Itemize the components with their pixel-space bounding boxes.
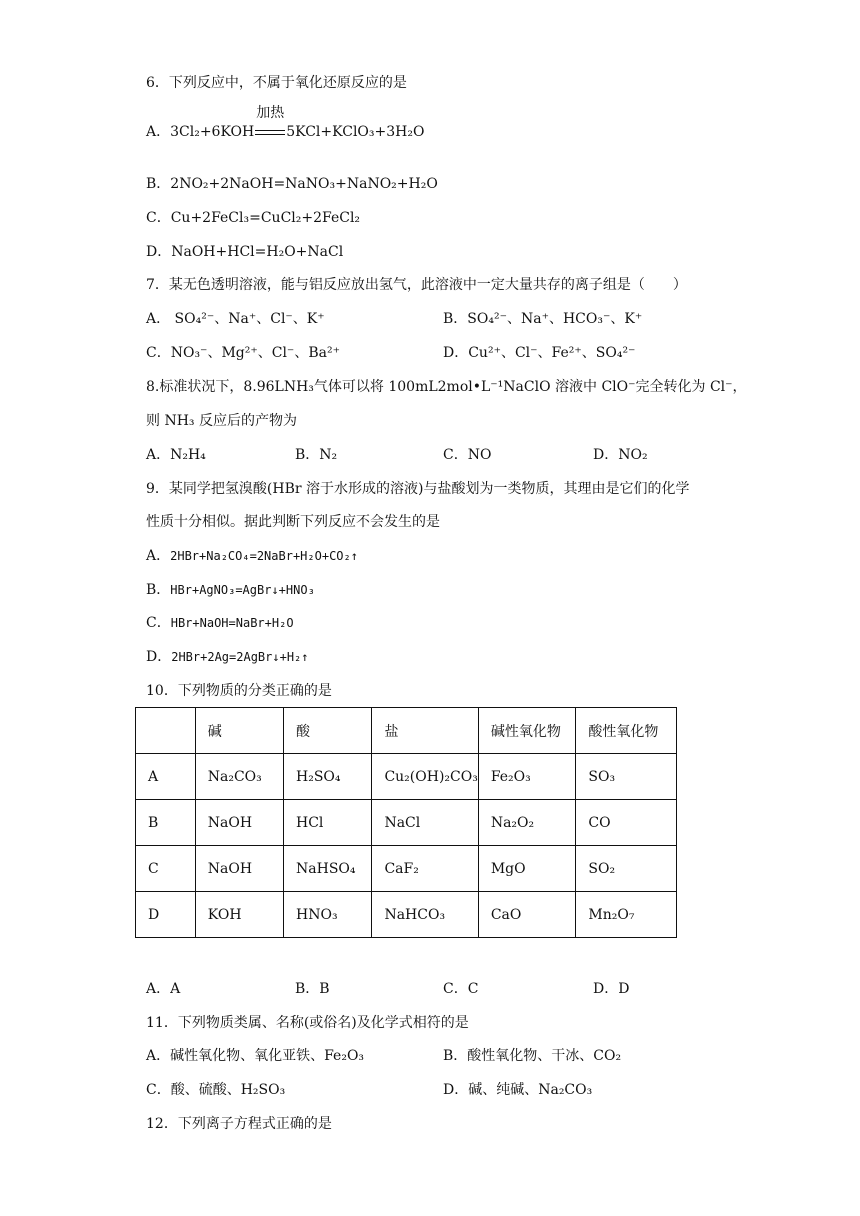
option-label: C．	[146, 615, 171, 631]
option-a-products: 5KCl+KClO₃+3H₂O	[286, 124, 425, 140]
table-cell: C	[136, 846, 196, 892]
table-cell: CaF₂	[372, 846, 478, 892]
option-a-reactants: A．3Cl₂+6KOH	[146, 124, 255, 140]
equation: HBr+NaOH=NaBr+H₂O	[170, 616, 294, 630]
table-cell: CaO	[478, 892, 576, 938]
table-cell: H₂SO₄	[284, 754, 372, 800]
table-row	[136, 846, 677, 892]
table-cell: NaOH	[195, 800, 283, 846]
equals-sign-icon	[255, 130, 285, 135]
question-8-stem-line2: 则 NH₃ 反应后的产物为	[146, 413, 297, 429]
question-7-stem: 7．某无色透明溶液，能与铝反应放出氢气，此溶液中一定大量共存的离子组是（ ）	[146, 277, 687, 293]
condition-label: 加热	[256, 105, 285, 121]
table-header-cell: 碱性氧化物	[478, 708, 576, 754]
table-header-cell: 碱	[195, 708, 283, 754]
table-cell: SO₂	[576, 846, 677, 892]
question-7-option-b: B．SO₄²⁻、Na⁺、HCO₃⁻、K⁺	[443, 311, 643, 327]
table-cell: NaHSO₄	[284, 846, 372, 892]
question-10-option-b: B．B	[295, 981, 330, 997]
question-9-stem-line1: 9．某同学把氢溴酸(HBr 溶于水形成的溶液)与盐酸划为一类物质，其理由是它们的化学	[146, 481, 690, 497]
table-cell: Mn₂O₇	[576, 892, 677, 938]
table-cell: B	[136, 800, 196, 846]
option-label: A．	[146, 548, 171, 564]
question-8-option-b: B．N₂	[295, 447, 338, 463]
table-row	[136, 892, 677, 938]
table-cell: HCl	[284, 800, 372, 846]
table-cell: Na₂CO₃	[195, 754, 283, 800]
table-cell: CO	[576, 800, 677, 846]
question-9-stem-line2: 性质十分相似。据此判断下列反应不会发生的是	[146, 514, 440, 530]
question-9-option-b	[146, 581, 315, 599]
equation: 2HBr+2Ag=2AgBr↓+H₂↑	[171, 650, 309, 664]
question-6-stem: 6．下列反应中，不属于氧化还原反应的是	[146, 75, 407, 91]
question-10-option-a: A．A	[146, 981, 181, 997]
question-10-stem: 10．下列物质的分类正确的是	[146, 683, 332, 699]
table-cell: KOH	[195, 892, 283, 938]
equation: 2HBr+Na₂CO₄=2NaBr+H₂O+CO₂↑	[170, 549, 358, 563]
table-cell: HNO₃	[284, 892, 372, 938]
table-cell: Cu₂(OH)₂CO₃	[372, 754, 478, 800]
table-header-row	[136, 708, 677, 754]
table-header-cell: 酸	[284, 708, 372, 754]
question-9-option-a	[146, 547, 358, 565]
question-11-option-d: D．碱、纯碱、Na₂CO₃	[443, 1082, 593, 1098]
table-cell: A	[136, 754, 196, 800]
question-9-option-c	[146, 614, 294, 632]
table-cell: NaCl	[372, 800, 478, 846]
question-6-option-c: C．Cu+2FeCl₃=CuCl₂+2FeCl₂	[146, 210, 361, 226]
option-label: B．	[146, 582, 171, 598]
question-12-stem: 12．下列离子方程式正确的是	[146, 1116, 332, 1132]
option-label: D．	[146, 649, 172, 665]
question-11-option-b: B．酸性氧化物、干冰、CO₂	[443, 1048, 622, 1064]
table-row	[136, 754, 677, 800]
table-header-cell: 酸性氧化物	[576, 708, 677, 754]
question-8-option-d: D．NO₂	[593, 447, 648, 463]
question-6-option-b: B．2NO₂+2NaOH=NaNO₃+NaNO₂+H₂O	[146, 176, 438, 192]
question-11-stem: 11．下列物质类属、名称(或俗名)及化学式相符的是	[146, 1015, 469, 1031]
question-11-option-a: A．碱性氧化物、氧化亚铁、Fe₂O₃	[146, 1048, 365, 1064]
question-7-option-a: A． SO₄²⁻、Na⁺、Cl⁻、K⁺	[146, 311, 325, 327]
table-cell: NaHCO₃	[372, 892, 478, 938]
question-11-option-c: C．酸、硫酸、H₂SO₃	[146, 1082, 286, 1098]
question-9-option-d	[146, 648, 309, 666]
table-row	[136, 800, 677, 846]
table-cell: MgO	[478, 846, 576, 892]
question-7-option-d: D．Cu²⁺、Cl⁻、Fe²⁺、SO₄²⁻	[443, 345, 636, 361]
classification-table	[135, 707, 677, 938]
question-10-option-d: D．D	[593, 981, 630, 997]
table-header-cell	[136, 708, 196, 754]
table-cell: Na₂O₂	[478, 800, 576, 846]
table-cell: D	[136, 892, 196, 938]
question-6-option-d: D．NaOH+HCl=H₂O+NaCl	[146, 244, 344, 260]
equation: HBr+AgNO₃=AgBr↓+HNO₃	[170, 583, 315, 597]
table-cell: SO₃	[576, 754, 677, 800]
reaction-condition	[254, 105, 286, 141]
table-cell: Fe₂O₃	[478, 754, 576, 800]
question-10-option-c: C．C	[443, 981, 479, 997]
table-cell: NaOH	[195, 846, 283, 892]
question-8-option-a: A．N₂H₄	[146, 447, 206, 463]
table-header-cell: 盐	[372, 708, 478, 754]
question-7-option-c: C．NO₃⁻、Mg²⁺、Cl⁻、Ba²⁺	[146, 345, 340, 361]
question-8-option-c: C．NO	[443, 447, 492, 463]
question-8-stem-line1: 8.标准状况下，8.96LNH₃气体可以将 100mL2mol•L⁻¹NaClO 溶液中 ClO⁻完全转化为 Cl⁻，	[146, 379, 747, 395]
question-6-option-a	[146, 105, 425, 141]
